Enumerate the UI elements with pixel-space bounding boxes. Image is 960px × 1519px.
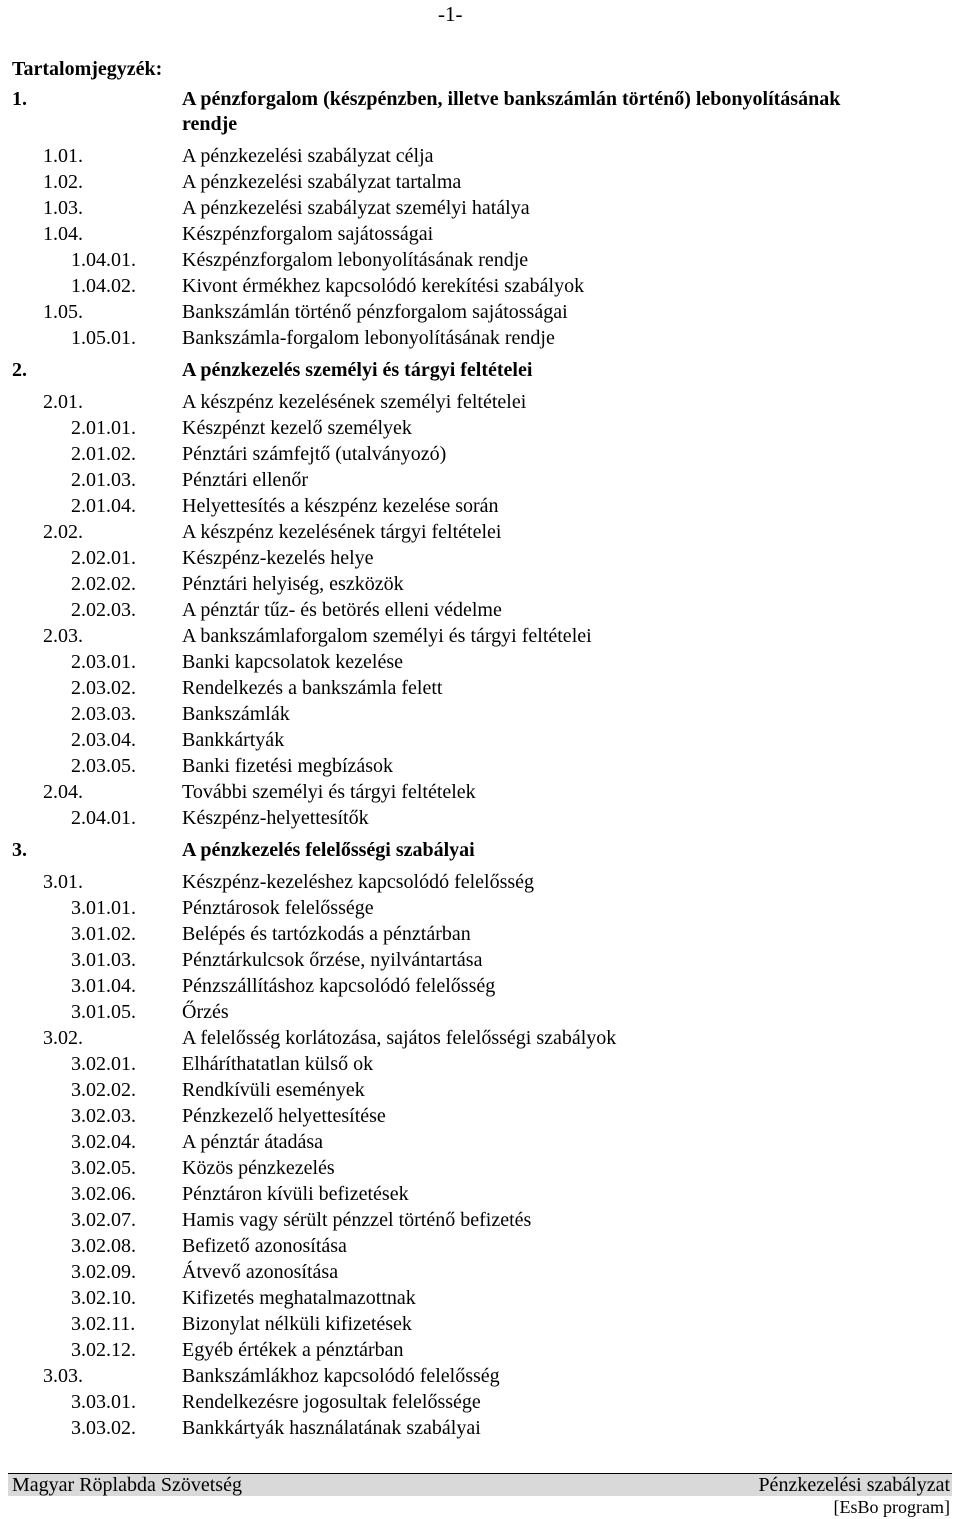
toc-entry-title: Pénztárkulcsok őrzése, nyilvántartása xyxy=(182,949,483,971)
toc-entry-title: Hamis vagy sérült pénzzel történő befizetés xyxy=(182,1209,532,1231)
toc-entry-number: 3.03.01. xyxy=(71,1391,136,1413)
toc-entry-title: Készpénz-kezelés helye xyxy=(182,547,374,569)
toc-entry-title: A felelősség korlátozása, sajátos felelősségi szabályok xyxy=(182,1027,617,1049)
toc-entry-number: 1.02. xyxy=(43,171,83,193)
toc-entry-number: 3.02.04. xyxy=(71,1131,136,1153)
toc-entry-number: 3.02.08. xyxy=(71,1235,136,1257)
toc-entry-number: 3.02.12. xyxy=(71,1339,136,1361)
toc-entry-title: A pénztár átadása xyxy=(182,1131,324,1153)
toc-entry-title: Pénzkezelő helyettesítése xyxy=(182,1105,386,1127)
toc-entry-number: 2.03.02. xyxy=(71,677,136,699)
toc-entry-number: 1.04.02. xyxy=(71,275,136,297)
toc-entry-number: 2.01. xyxy=(43,391,83,413)
toc-entry-title: Átvevő azonosítása xyxy=(182,1261,339,1283)
toc-entry-number: 2.02. xyxy=(43,521,83,543)
toc-entry-number: 3. xyxy=(12,839,27,861)
toc-entry-title: A pénzkezelési szabályzat személyi hatálya xyxy=(182,197,530,219)
toc-entry-number: 3.03. xyxy=(43,1365,83,1387)
toc-entry-number: 3.01.05. xyxy=(71,1001,136,1023)
toc-entry-title: A pénzkezelési szabályzat tartalma xyxy=(182,171,462,193)
toc-entry-number: 3.01. xyxy=(43,871,83,893)
toc-entry-number: 1.05. xyxy=(43,301,83,323)
toc-entry-title: Elháríthatatlan külső ok xyxy=(182,1053,374,1075)
toc-entry-number: 3.02.09. xyxy=(71,1261,136,1283)
toc-entry-number: 2.02.01. xyxy=(71,547,136,569)
toc-entry-title: Bankkártyák használatának szabályai xyxy=(182,1417,481,1439)
toc-entry-number: 3.01.01. xyxy=(71,897,136,919)
toc-title: Tartalomjegyzék: xyxy=(12,58,163,80)
toc-entry-title: Pénztári ellenőr xyxy=(182,469,309,491)
toc-entry-title: Pénztárosok felelőssége xyxy=(182,897,374,919)
toc-entry-title: Bizonylat nélküli kifizetések xyxy=(182,1313,412,1335)
toc-entry-number: 2.01.02. xyxy=(71,443,136,465)
toc-entry-title: Közös pénzkezelés xyxy=(182,1157,335,1179)
toc-entry-title: Pénzszállításhoz kapcsolódó felelősség xyxy=(182,975,496,997)
toc-entry-number: 2.02.02. xyxy=(71,573,136,595)
toc-entry-title: Bankszámlákhoz kapcsolódó felelősség xyxy=(182,1365,500,1387)
toc-entry-number: 3.02.01. xyxy=(71,1053,136,1075)
toc-entry-number: 2.01.04. xyxy=(71,495,136,517)
toc-entry-number: 1.04.01. xyxy=(71,249,136,271)
toc-entry-title: Befizető azonosítása xyxy=(182,1235,347,1257)
toc-entry-title: Banki fizetési megbízások xyxy=(182,755,394,777)
toc-entry-number: 3.03.02. xyxy=(71,1417,136,1439)
toc-entry-title: Őrzés xyxy=(182,1001,229,1023)
toc-entry-number: 3.01.03. xyxy=(71,949,136,971)
toc-entry-number: 2.01.01. xyxy=(71,417,136,439)
toc-entry-number: 3.01.02. xyxy=(71,923,136,945)
toc-entry-number: 2.03.04. xyxy=(71,729,136,751)
toc-entry-title: A pénzforgalom (készpénzben, illetve bankszámlán történő) lebonyolításának xyxy=(182,88,841,110)
toc-entry-title: További személyi és tárgyi feltételek xyxy=(182,781,476,803)
toc-entry-number: 2.01.03. xyxy=(71,469,136,491)
toc-entry-number: 3.02.02. xyxy=(71,1079,136,1101)
toc-entry-title: Pénztáron kívüli befizetések xyxy=(182,1183,409,1205)
toc-entry-number: 3.02.07. xyxy=(71,1209,136,1231)
page-number: -1- xyxy=(438,2,463,26)
toc-entry-title: Készpénzforgalom sajátosságai xyxy=(182,223,434,245)
toc-entry-title: Rendelkezésre jogosultak felelőssége xyxy=(182,1391,481,1413)
toc-entry-number: 2.03. xyxy=(43,625,83,647)
toc-entry-number: 1. xyxy=(12,88,27,110)
toc-entry-title: Rendkívüli események xyxy=(182,1079,365,1101)
toc-entry-number: 2.04. xyxy=(43,781,83,803)
toc-entry-title: A készpénz kezelésének személyi feltételei xyxy=(182,391,527,413)
toc-entry-title: Pénztári számfejtő (utalványozó) xyxy=(182,443,447,465)
toc-entry-title: Készpénz-helyettesítők xyxy=(182,807,369,829)
toc-entry-number: 1.04. xyxy=(43,223,83,245)
toc-entry-title: A pénzkezelés személyi és tárgyi feltételei xyxy=(182,359,533,381)
toc-entry-number: 1.03. xyxy=(43,197,83,219)
toc-entry-title: Készpénz-kezeléshez kapcsolódó felelősség xyxy=(182,871,535,893)
toc-entry-title: A bankszámlaforgalom személyi és tárgyi feltételei xyxy=(182,625,592,647)
footer-program: [EsBo program] xyxy=(833,1497,950,1517)
toc-entry-number: 3.01.04. xyxy=(71,975,136,997)
toc-entry-number: 3.02.03. xyxy=(71,1105,136,1127)
toc-entry-title: A pénzkezelési szabályzat célja xyxy=(182,145,434,167)
toc-entry-title: A készpénz kezelésének tárgyi feltételei xyxy=(182,521,502,543)
toc-entry-title: Bankkártyák xyxy=(182,729,285,751)
toc-entry-number: 2.04.01. xyxy=(71,807,136,829)
toc-entry-number: 3.02.06. xyxy=(71,1183,136,1205)
toc-entry-title: Kifizetés meghatalmazottnak xyxy=(182,1287,416,1309)
toc-entry-title: Bankszámlák xyxy=(182,703,290,725)
toc-entry-number: 2.03.05. xyxy=(71,755,136,777)
toc-entry-title: Készpénzforgalom lebonyolításának rendje xyxy=(182,249,529,271)
toc-entry-number: 3.02. xyxy=(43,1027,83,1049)
toc-entry-number: 1.05.01. xyxy=(71,327,136,349)
footer-organization: Magyar Röplabda Szövetség xyxy=(12,1474,242,1496)
toc-entry-title: Bankszámlán történő pénzforgalom sajátosságai xyxy=(182,301,568,323)
toc-entry-title: A pénzkezelés felelősségi szabályai xyxy=(182,839,475,861)
toc-entry-title: Belépés és tartózkodás a pénztárban xyxy=(182,923,471,945)
toc-entry-title: Bankszámla-forgalom lebonyolításának rendje xyxy=(182,327,555,349)
toc-entry-title: Egyéb értékek a pénztárban xyxy=(182,1339,404,1361)
toc-entry-number: 1.01. xyxy=(43,145,83,167)
toc-entry-number: 3.02.05. xyxy=(71,1157,136,1179)
toc-entry-title: Helyettesítés a készpénz kezelése során xyxy=(182,495,499,517)
toc-entry-title: rendje xyxy=(182,113,238,135)
toc-entry-number: 2.03.03. xyxy=(71,703,136,725)
toc-entry-title: Rendelkezés a bankszámla felett xyxy=(182,677,443,699)
toc-entry-number: 2. xyxy=(12,359,27,381)
toc-entry-title: Készpénzt kezelő személyek xyxy=(182,417,412,439)
toc-entry-number: 3.02.11. xyxy=(71,1313,136,1335)
footer-document-title: Pénzkezelési szabályzat xyxy=(758,1474,950,1496)
toc-entry-number: 2.03.01. xyxy=(71,651,136,673)
toc-entry-number: 2.02.03. xyxy=(71,599,136,621)
toc-entry-title: Banki kapcsolatok kezelése xyxy=(182,651,404,673)
toc-entry-title: Pénztári helyiség, eszközök xyxy=(182,573,404,595)
toc-entry-title: Kivont érmékhez kapcsolódó kerekítési szabályok xyxy=(182,275,585,297)
toc-entry-number: 3.02.10. xyxy=(71,1287,136,1309)
toc-entry-title: A pénztár tűz- és betörés elleni védelme xyxy=(182,599,502,621)
